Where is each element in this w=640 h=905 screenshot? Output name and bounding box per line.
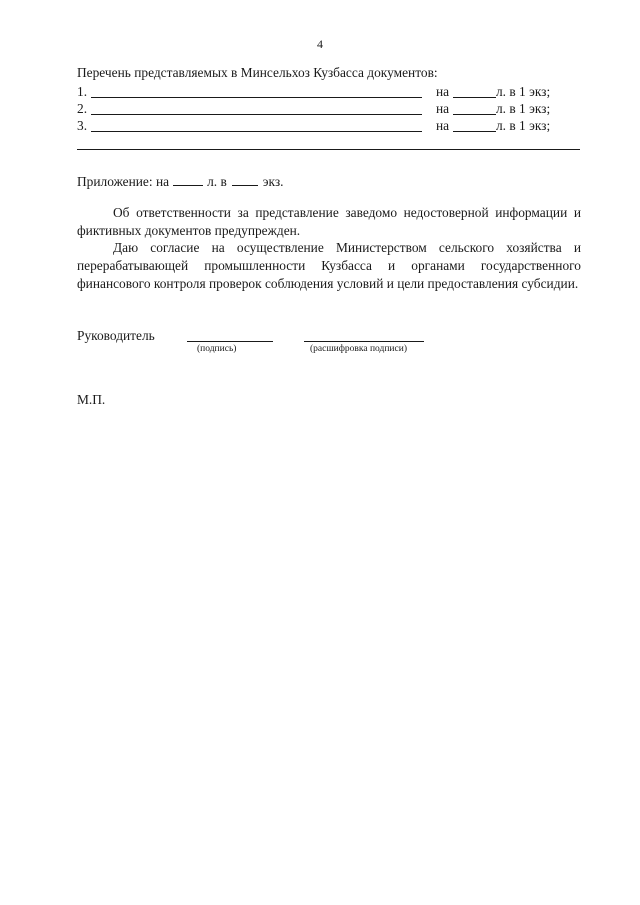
document-item-number: 1.	[77, 84, 88, 99]
signature-caption: (подпись)	[197, 344, 237, 354]
document-item-blank	[91, 97, 422, 98]
attachment-prefix: Приложение: на	[77, 174, 170, 189]
stamp-place: М.П.	[77, 392, 106, 407]
documents-heading: Перечень представляемых в Минсельхоз Кузбасса документов:	[77, 65, 438, 80]
responsibility-text: Об ответственности за представление заведомо недостоверной информации и фиктивных документов предупрежден.	[77, 205, 581, 238]
signature-decode-caption: (расшифровка подписи)	[310, 344, 407, 354]
attachment-suffix: экз.	[262, 174, 284, 189]
consent-paragraph	[77, 239, 581, 293]
document-item-number: 3.	[77, 118, 88, 133]
signature-decode-blank	[304, 341, 424, 342]
document-item-na: на	[436, 118, 450, 133]
consent-text: Даю согласие на осуществление Министерством сельского хозяйства и перерабатывающей промышленности Кузбасса и органами государственного финансового контроля проверок соблюдения условий и цели предоставления субсидии.	[77, 240, 581, 291]
document-item-tail: л. в 1 экз;	[496, 118, 551, 133]
document-item-na: на	[436, 101, 450, 116]
document-item-na: на	[436, 84, 450, 99]
document-item-tail: л. в 1 экз;	[496, 101, 551, 116]
attachment-middle: л. в	[207, 174, 227, 189]
sheets-count-blank	[453, 131, 496, 132]
separator-line	[77, 149, 580, 150]
document-item-blank	[91, 131, 422, 132]
sheets-count-blank	[453, 114, 496, 115]
page-number: 4	[317, 37, 323, 51]
document-item-tail: л. в 1 экз;	[496, 84, 551, 99]
document-item-number: 2.	[77, 101, 88, 116]
responsibility-paragraph	[77, 204, 581, 240]
signature-blank	[187, 341, 273, 342]
attachment-sheets-blank	[173, 173, 203, 186]
sheets-count-blank	[453, 97, 496, 98]
signature-role: Руководитель	[77, 328, 155, 343]
attachment-line	[77, 173, 283, 190]
attachment-copies-blank	[232, 173, 258, 186]
document-item-blank	[91, 114, 422, 115]
